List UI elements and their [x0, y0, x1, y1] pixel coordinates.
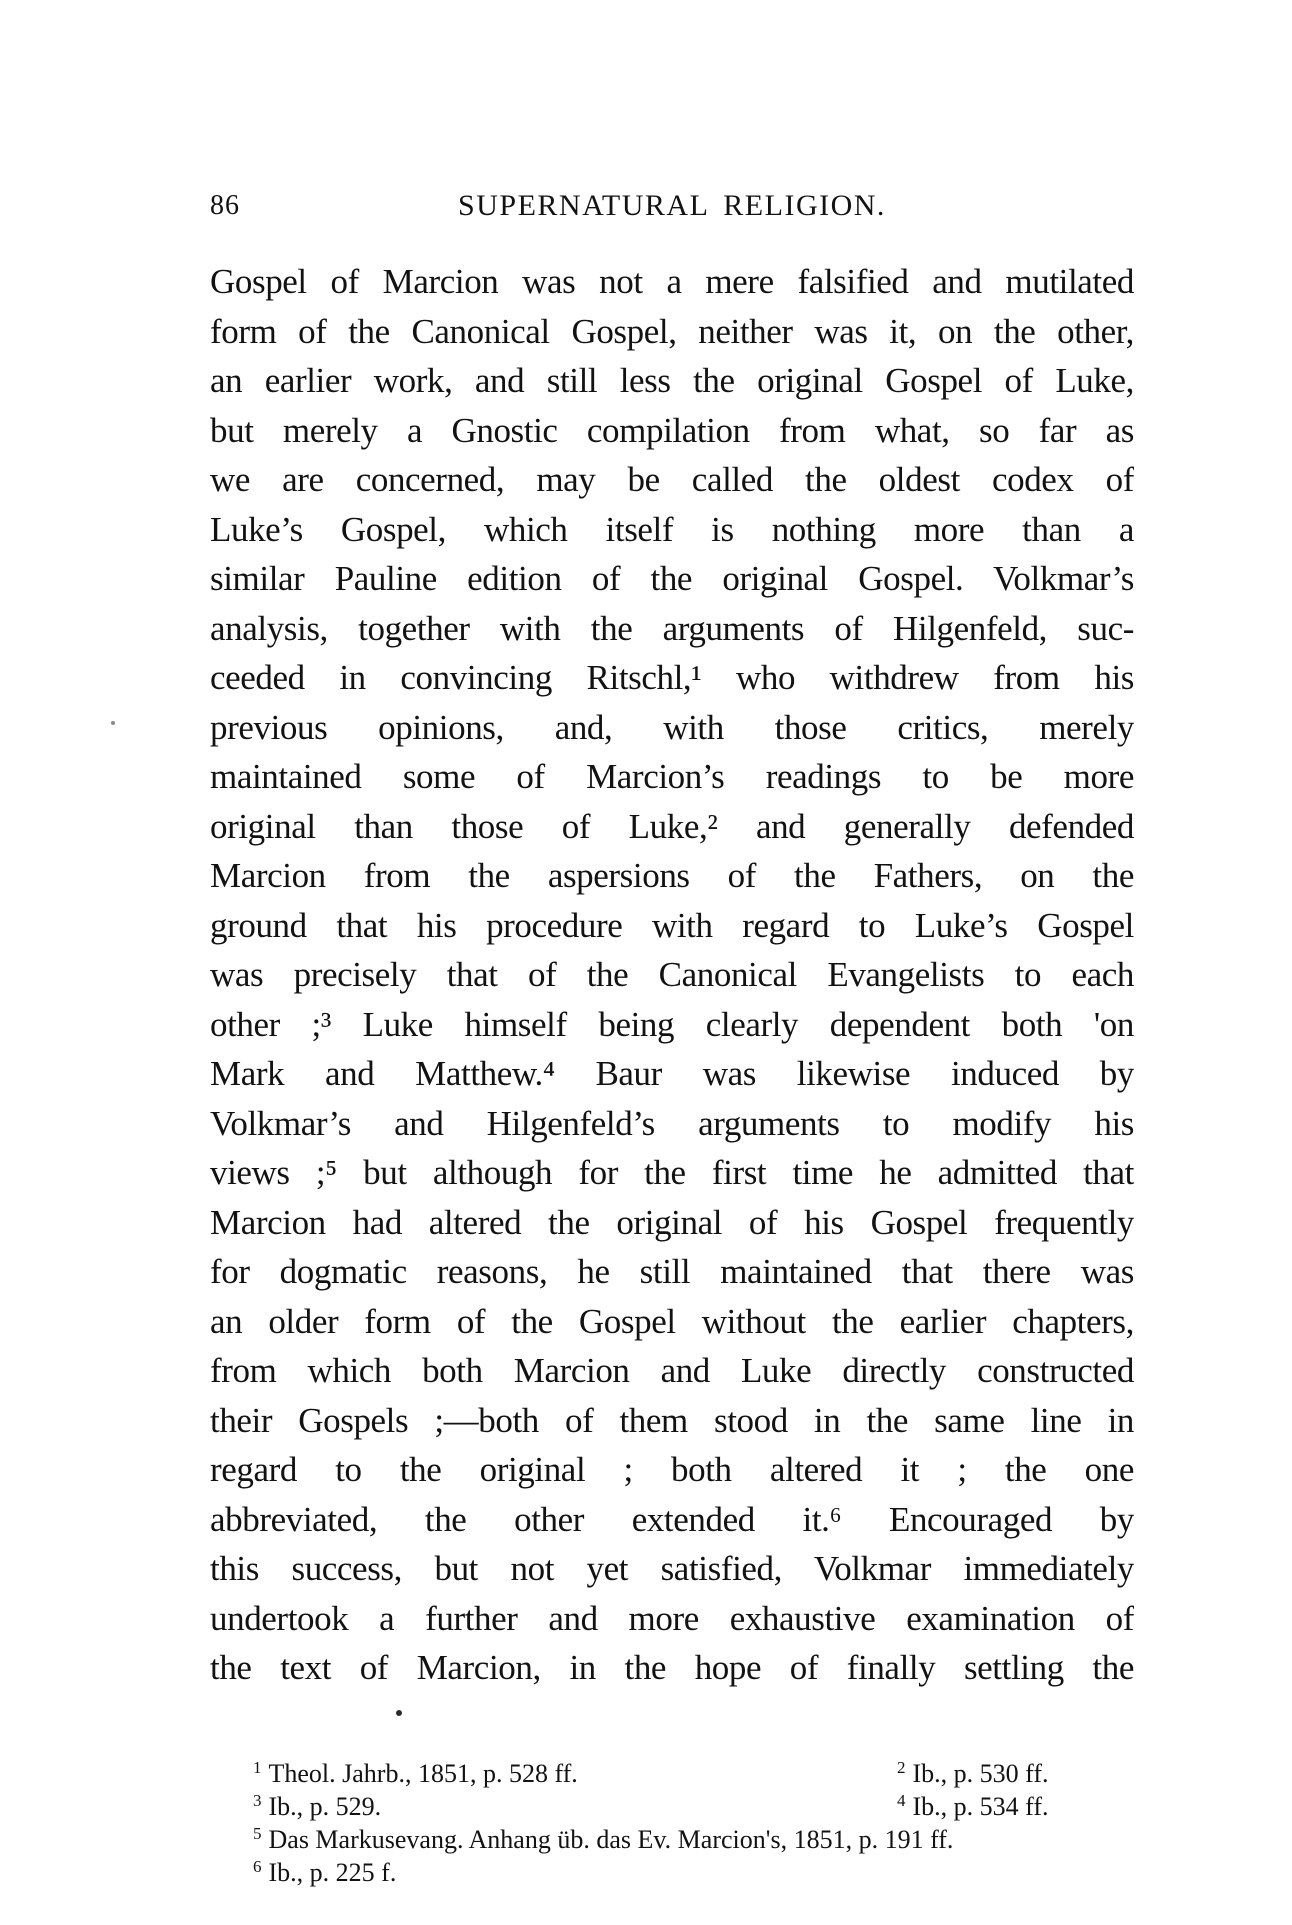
body-line: Marcion had altered the original of his Gospel frequently — [210, 1202, 1134, 1242]
body-line: the text of Marcion, in the hope of finally settling the — [210, 1648, 1134, 1687]
body-line: Luke’s Gospel, which itself is nothing more than a — [210, 509, 1134, 549]
footnote-row — [210, 1823, 1134, 1856]
body-line: maintained some of Marcion’s readings to be more — [210, 757, 1134, 796]
body-line: other ;³ Luke himself being clearly dependent both 'on — [210, 1004, 1134, 1044]
body-line: views ;⁵ but although for the first time he admitted that — [210, 1153, 1134, 1192]
body-line: ground that his procedure with regard to Luke’s Gospel — [210, 905, 1134, 945]
footnotes-block — [210, 1757, 1134, 1889]
footnote-marker: 5 — [253, 1824, 262, 1843]
running-header — [210, 188, 1134, 224]
main-text-paragraph — [210, 257, 1134, 1693]
footnote-text: Ib., p. 225 f. — [268, 1858, 397, 1887]
body-line: for dogmatic reasons, he still maintained that there was — [210, 1252, 1134, 1291]
footnote-4 — [897, 1790, 1049, 1823]
footnote-marker: 3 — [253, 1791, 262, 1810]
body-line: previous opinions, and, with those critics, merely — [210, 707, 1134, 747]
body-line: Gospel of Marcion was not a mere falsified and mutilated — [210, 262, 1134, 301]
footnote-5 — [210, 1825, 953, 1854]
body-line: analysis, together with the arguments of Hilgenfeld, suc- — [210, 608, 1134, 648]
body-line: Mark and Matthew.⁴ Baur was likewise induced by — [210, 1054, 1134, 1093]
footnote-marker: 2 — [897, 1758, 906, 1777]
body-line: Volkmar’s and Hilgenfeld’s arguments to modify his — [210, 1103, 1134, 1143]
body-line: their Gospels ;—both of them stood in the same line in — [210, 1400, 1134, 1440]
running-header-title: SUPERNATURAL RELIGION. — [458, 189, 886, 222]
footnote-text: Ib., p. 529. — [268, 1792, 382, 1821]
footnote-text: Ib., p. 534 ff. — [912, 1792, 1049, 1821]
footnote-marker: 1 — [253, 1758, 262, 1777]
ink-speck — [111, 721, 115, 725]
body-line: form of the Canonical Gospel, neither was it, on the other, — [210, 311, 1134, 351]
body-line: but merely a Gnostic compilation from what, so far as — [210, 410, 1134, 450]
body-line: abbreviated, the other extended it.⁶ Encouraged by — [210, 1499, 1134, 1539]
body-line: ceeded in convincing Ritschl,¹ who withdrew from his — [210, 658, 1134, 697]
body-line: we are concerned, may be called the oldest codex of — [210, 460, 1134, 499]
footnote-marker: 6 — [253, 1857, 262, 1876]
footnote-row — [210, 1757, 1134, 1790]
footnote-6 — [210, 1858, 396, 1887]
footnote-1 — [210, 1759, 578, 1788]
footnote-2 — [897, 1757, 1049, 1790]
body-line: from which both Marcion and Luke directly constructed — [210, 1351, 1134, 1390]
page-number: 86 — [210, 190, 240, 221]
body-line: an earlier work, and still less the original Gospel of Luke, — [210, 361, 1134, 400]
footnote-row — [210, 1790, 1134, 1823]
body-line: this success, but not yet satisfied, Volkmar immediately — [210, 1549, 1134, 1588]
body-line: Marcion from the aspersions of the Fathers, on the — [210, 856, 1134, 895]
body-line: original than those of Luke,² and generally defended — [210, 806, 1134, 846]
footnote-row — [210, 1856, 1134, 1889]
footnote-marker: 4 — [897, 1791, 906, 1810]
footnote-text: Das Markusevang. Anhang üb. das Ev. Marcion's, 1851, p. 191 ff. — [268, 1825, 954, 1854]
ink-speck — [396, 1710, 402, 1716]
body-line: was precisely that of the Canonical Evangelists to each — [210, 955, 1134, 994]
body-line: an older form of the Gospel without the earlier chapters, — [210, 1301, 1134, 1341]
body-line: undertook a further and more exhaustive examination of — [210, 1598, 1134, 1638]
footnote-text: Theol. Jahrb., 1851, p. 528 ff. — [268, 1759, 578, 1788]
body-line: similar Pauline edition of the original Gospel. Volkmar’s — [210, 559, 1134, 598]
body-line: regard to the original ; both altered it ; the one — [210, 1450, 1134, 1489]
footnote-3 — [210, 1792, 381, 1821]
footnote-text: Ib., p. 530 ff. — [912, 1759, 1049, 1788]
